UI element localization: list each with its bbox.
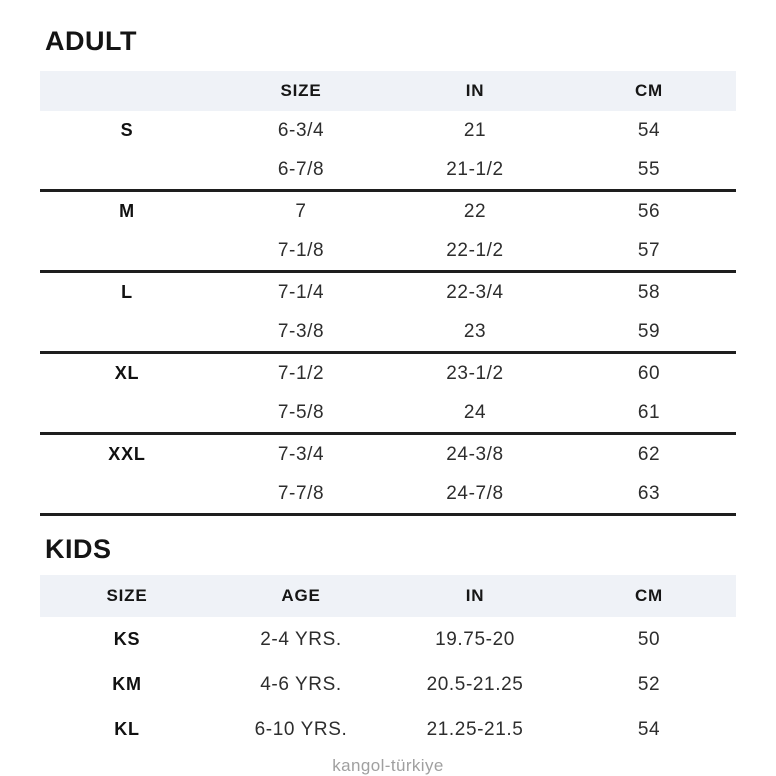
in-value: 22-1/2 [446, 239, 504, 261]
age-value: 4-6 YRS. [260, 673, 342, 695]
table-row [40, 312, 736, 351]
size-value: 7-1/4 [277, 281, 325, 303]
cm-value: 63 [637, 482, 661, 504]
size-group-label: M [119, 201, 135, 221]
table-row [40, 231, 736, 270]
cm-value: 50 [637, 628, 661, 650]
in-value: 23 [463, 320, 487, 342]
kids-table-header-row [40, 575, 736, 617]
table-row [40, 393, 736, 432]
cm-value: 61 [637, 401, 661, 423]
cm-value: 56 [637, 200, 661, 222]
adult-group-xxl [40, 435, 736, 516]
size-value: 7 [295, 200, 307, 222]
size-value: 7-3/4 [277, 443, 325, 465]
in-value: 22 [463, 200, 487, 222]
kids-header-cm: CM [634, 586, 664, 605]
size-value: 7-5/8 [277, 401, 325, 423]
in-value: 23-1/2 [446, 362, 504, 384]
in-value: 24 [463, 401, 487, 423]
in-value: 21.25-21.5 [426, 718, 524, 740]
adult-group-m [40, 192, 736, 273]
adult-size-table [40, 71, 736, 516]
table-row [40, 707, 736, 752]
size-value: 6-7/8 [277, 158, 325, 180]
age-value: 6-10 YRS. [254, 718, 348, 740]
cm-value: 58 [637, 281, 661, 303]
size-group-label: S [120, 120, 134, 140]
cm-value: 54 [637, 119, 661, 141]
table-row [40, 617, 736, 662]
table-row [40, 354, 736, 393]
cm-value: 59 [637, 320, 661, 342]
table-row [40, 111, 736, 150]
in-value: 20.5-21.25 [426, 673, 524, 695]
size-value: 7-1/8 [277, 239, 325, 261]
age-value: 2-4 YRS. [260, 628, 342, 650]
size-value: 6-3/4 [277, 119, 325, 141]
in-value: 19.75-20 [435, 628, 515, 650]
adult-header-size: SIZE [280, 81, 322, 100]
table-row [40, 662, 736, 707]
cm-value: 57 [637, 239, 661, 261]
kids-header-age: AGE [281, 586, 321, 605]
cm-value: 55 [637, 158, 661, 180]
adult-header-cm: CM [634, 81, 664, 100]
table-row [40, 273, 736, 312]
table-row [40, 474, 736, 513]
size-group-label: XXL [108, 444, 146, 464]
size-value: 7-3/8 [277, 320, 325, 342]
cm-value: 54 [637, 718, 661, 740]
kids-size-label: KS [113, 629, 141, 649]
kids-size-table [40, 575, 736, 752]
kids-size-label: KM [112, 674, 142, 694]
adult-table-header-row [40, 71, 736, 111]
cm-value: 60 [637, 362, 661, 384]
site-watermark: kangol-türkiye [332, 756, 444, 775]
adult-section-heading: ADULT [45, 26, 137, 56]
table-row [40, 192, 736, 231]
size-group-label: L [121, 282, 133, 302]
kids-header-in: IN [465, 586, 485, 605]
adult-group-l [40, 273, 736, 354]
in-value: 24-7/8 [446, 482, 504, 504]
adult-group-s [40, 111, 736, 192]
kids-section-heading: KIDS [45, 534, 112, 564]
cm-value: 52 [637, 673, 661, 695]
in-value: 24-3/8 [446, 443, 504, 465]
size-value: 7-1/2 [277, 362, 325, 384]
in-value: 21-1/2 [446, 158, 504, 180]
in-value: 22-3/4 [446, 281, 504, 303]
size-value: 7-7/8 [277, 482, 325, 504]
size-group-label: XL [114, 363, 140, 383]
in-value: 21 [463, 119, 487, 141]
kids-size-label: KL [114, 719, 140, 739]
cm-value: 62 [637, 443, 661, 465]
adult-header-in: IN [465, 81, 485, 100]
table-row [40, 435, 736, 474]
adult-group-xl [40, 354, 736, 435]
table-row [40, 150, 736, 189]
kids-header-size: SIZE [106, 586, 148, 605]
